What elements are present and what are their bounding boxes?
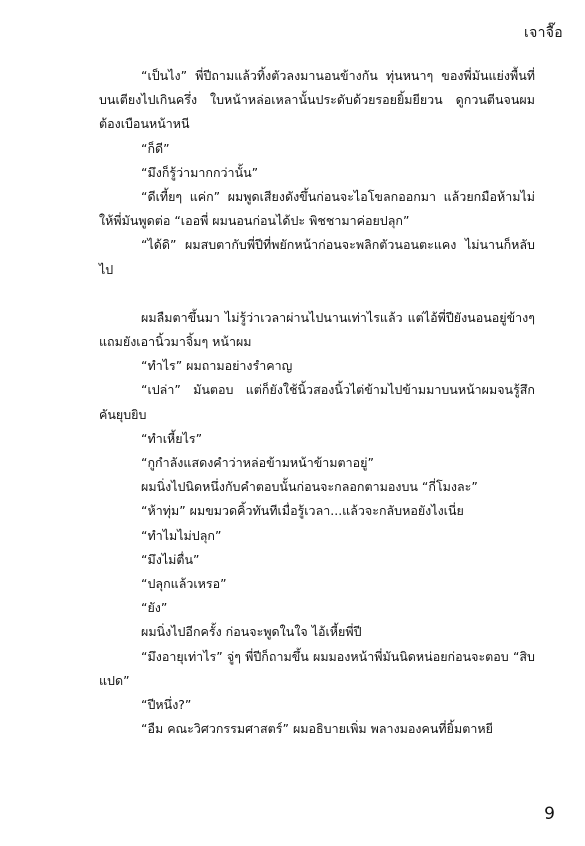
paragraph: “ทำไร” ผมถามอย่างรำคาญ xyxy=(141,358,293,374)
paragraph: “ปีหนึ่ง?” xyxy=(141,697,192,713)
paragraph: “ได้ดิ” ผมสบตากับพี่ปีที่พยักหน้าก่อนจะพลิกตัวนอนตะแคง ไม่นานก็หลับไป xyxy=(99,237,535,277)
body-text xyxy=(99,64,535,741)
paragraph: “ดีเที้ยๆ แค่ก” ผมพูดเสียงดังขึ้นก่อนจะไอโขลกออกมา แล้วยกมือห้ามไม่ให้พี่มันพูดต่อ “เออพี่ ผมนอนก่อนได้ปะ พิชชามาค่อยปลุก” xyxy=(99,189,535,229)
paragraph: “มึงอายุเท่าไร” จู่ๆ พี่ปีก็ถามขึ้น ผมมองหน้าพี่มันนิดหน่อยก่อนจะตอบ “สิบแปด” xyxy=(99,648,535,688)
paragraph: “ทำไมไม่ปลุก” xyxy=(141,527,222,543)
paragraph: “ก็ดี” xyxy=(141,140,170,156)
paragraph: “ทำเหี้ยไร” xyxy=(141,430,203,446)
running-header-title: เจาจื๊อ xyxy=(524,25,563,41)
paragraph: “มึงไม่ตื่น” xyxy=(141,551,200,567)
paragraph: “มึงก็รู้ว่ามากกว่านั้น” xyxy=(141,164,259,180)
paragraph: ผมลืมตาขึ้นมา ไม่รู้ว่าเวลาผ่านไปนานเท่าไรแล้ว แต่ไอ้พี่ปียังนอนอยู่ข้างๆ แถมยังเอานิ้วมาจิ้มๆ หน้าผม xyxy=(99,309,535,350)
paragraph: “เป็นไง” พี่ปีถามแล้วทิ้งตัวลงมานอนข้างกัน ทุ่นหนาๆ ของพี่มันแย่งพื้นที่บนเตียงไปเกินครึ่ง ใบหน้าหล่อเหลานั้นประดับด้วยรอยยิ้มยียวน ดูกวนตีนจนผมต้องเบือนหน้าหนี xyxy=(99,68,535,132)
paragraph: “กูกำลังแสดงคำว่าหล่อข้ามหน้าข้ามตาอยู่” xyxy=(141,455,374,471)
paragraph: “ห้าทุ่ม” ผมขมวดคิ้วทันทีเมื่อรู้เวลา...แล้วจะกลับหอยังไงเนี่ย xyxy=(141,503,464,519)
paragraph: “อืม คณะวิศวกรรมศาสตร์” ผมอธิบายเพิ่ม พลางมองคนที่ยิ้มตาหยี xyxy=(141,721,493,737)
section-break xyxy=(99,282,535,306)
page-number: 9 xyxy=(544,804,555,824)
paragraph: ผมนิ่งไปอีกครั้ง ก่อนจะพูดในใจ ไอ้เหี้ยพี่ปี xyxy=(141,624,362,640)
paragraph: ผมนิ่งไปนิดหนึ่งกับคำตอบนั้นก่อนจะกลอกตามองบน “กี่โมงละ” xyxy=(141,479,478,495)
paragraph: “เปล่า” มันตอบ แต่ก็ยังใช้นิ้วสองนิ้วไต่ข้ามไปข้ามมาบนหน้าผมจนรู้สึกคันยุบยิบ xyxy=(99,382,535,422)
paragraph: “ยัง” xyxy=(141,600,168,616)
paragraph: “ปลุกแล้วเหรอ” xyxy=(141,576,227,592)
